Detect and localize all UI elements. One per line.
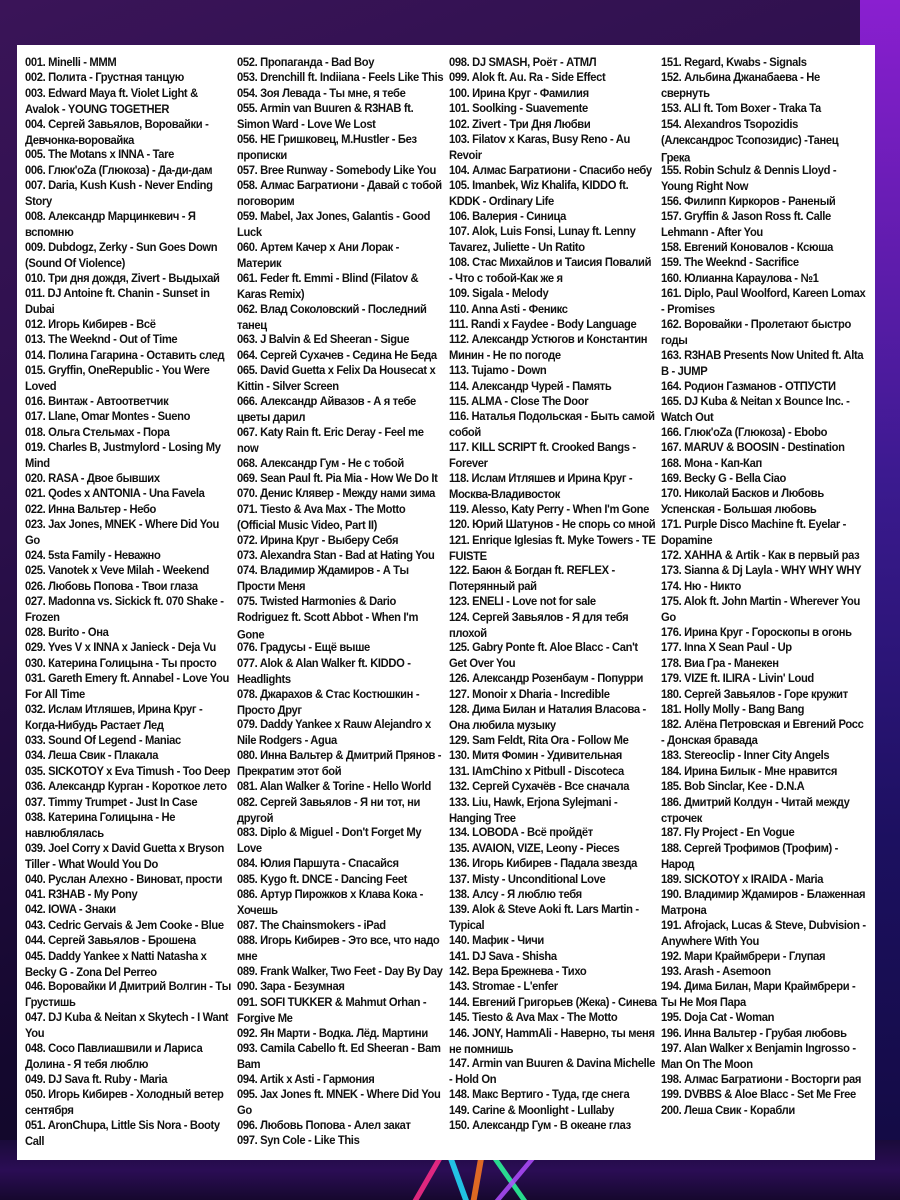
track-entry: 082. Сергей Завьялов - Я ни тот, ни другой [237, 795, 421, 826]
track-entry: 149. Carine & Moonlight - Lullaby [449, 1103, 614, 1117]
track-entry: 138. Алсу - Я люблю тебя [449, 888, 582, 901]
track-entry: 200. Леша Свик - Корабли [661, 1103, 795, 1117]
track-entry: 139. Alok & Steve Aoki ft. Lars Martin - Typical [449, 903, 639, 934]
track-entry: 126. Александр Розенбаум - Попурри [449, 672, 644, 686]
track-entry: 069. Sean Paul ft. Pia Mia - How We Do It [237, 472, 438, 486]
track-entry: 132. Сергей Сухачёв - Все сначала [449, 780, 630, 794]
track-entry: 113. Tujamo - Down [449, 364, 547, 378]
track-entry: 033. Sound Of Legend - Maniac [25, 733, 181, 747]
track-entry: 161. Diplo, Paul Woolford, Kareen Lomax - Promises [661, 287, 866, 317]
track-entry: 065. David Guetta x Felix Da Housecat x Kittin - Silver Screen [237, 364, 436, 394]
track-entry: 040. Руслан Алехно - Виноват, прости [25, 872, 223, 886]
track-entry: 180. Сергей Завьялов - Горе кружит [661, 687, 848, 701]
track-entry: 195. Doja Cat - Woman [661, 1011, 775, 1025]
track-entry: 051. AronChupa, Little Sis Nora - Booty Call [25, 1119, 220, 1149]
track-entry: 179. VIZE ft. ILIRA - Livin' Loud [661, 672, 814, 686]
track-entry: 071. Tiesto & Ava Max - The Motto (Official Music Video, Part II) [237, 502, 406, 533]
track-entry: 186. Дмитрий Колдун - Читай между строчек [661, 795, 850, 826]
track-entry: 007. Daria, Kush Kush - Never Ending Story [25, 179, 213, 209]
track-entry: 090. Зара - Безумная [237, 980, 345, 994]
track-entry: 152. Альбина Джанабаева - Не свернуть [661, 71, 820, 102]
track-entry: 147. Armin van Buuren & Davina Michelle - Hold On [449, 1057, 656, 1088]
track-entry: 097. Syn Cole - Like This [237, 1134, 360, 1148]
track-entry: 120. Юрий Шатунов - Не спорь со мной [449, 518, 656, 532]
track-entry: 003. Edward Maya ft. Violet Light & Avalok - YOUNG TOGETHER [25, 86, 198, 117]
track-entry: 130. Митя Фомин - Удивительная [449, 749, 622, 763]
track-entry: 017. Llane, Omar Montes - Sueno [25, 410, 191, 424]
track-entry: 108. Стас Михайлов и Таисия Повалий - Что с тобой-Как же я [449, 256, 652, 286]
track-entry: 127. Monoir x Dharia - Incredible [449, 687, 610, 701]
tracklist-sheet [17, 45, 875, 1160]
track-entry: 092. Ян Марти - Водка. Лёд. Мартини [237, 1026, 428, 1040]
track-entry: 016. Винтаж - Автоответчик [25, 395, 169, 408]
track-entry: 119. Alesso, Katy Perry - When I'm Gone [449, 502, 649, 516]
track-entry: 151. Regard, Kwabs - Signals [661, 56, 807, 70]
track-entry: 061. Feder ft. Emmi - Blind (Filatov & Karas Remix) [237, 271, 419, 302]
track-entry: 067. Katy Rain ft. Eric Deray - Feel me now [237, 425, 424, 456]
track-entry: 128. Дима Билан и Наталия Власова - Она любила музыку [449, 703, 646, 733]
track-entry: 121. Enrique Iglesias ft. Myke Towers - TE FUISTE [449, 533, 656, 564]
track-entry: 168. Мона - Кап-Кап [661, 456, 762, 470]
track-entry: 176. Ирина Круг - Гороскопы в огонь [661, 626, 852, 640]
track-entry: 008. Александр Марцинкевич - Я вспомню [25, 210, 196, 240]
track-entry: 018. Ольга Стельмах - Пора [25, 425, 170, 439]
track-entry: 160. Юлианна Караулова - №1 [661, 271, 819, 285]
track-entry: 084. Юлия Паршута - Спасайся [237, 857, 399, 871]
track-entry: 112. Александр Устюгов и Константин Минин - Не по погоде [449, 333, 648, 363]
track-entry: 043. Cedric Gervais & Jem Cooke - Blue [25, 918, 224, 932]
track-entry: 064. Сергей Сухачев - Седина Не Беда [237, 348, 437, 362]
track-entry: 191. Afrojack, Lucas & Steve, Dubvision - Anywhere With You [661, 918, 866, 949]
track-entry: 009. Dubdogz, Zerky - Sun Goes Down (Sound Of Violence) [25, 240, 218, 271]
track-entry: 148. Макс Вертиго - Туда, где снега [449, 1088, 630, 1102]
track-entry: 172. ХАННА & Artik - Как в первый раз [661, 549, 860, 563]
track-entry: 027. Madonna vs. Sickick ft. 070 Shake - Frozen [25, 595, 224, 625]
track-entry: 076. Градусы - Ещё выше [237, 641, 370, 655]
track-entry: 163. R3HAB Presents Now United ft. Alta B - JUMP [661, 348, 864, 379]
track-entry: 066. Александр Айвазов - А я тебе цветы дарил [237, 395, 416, 425]
track-entry: 032. Ислам Итляшев, Ирина Круг - Когда-Нибудь Растает Лед [25, 703, 203, 733]
track-entry: 115. ALMA - Close The Door [449, 395, 589, 408]
track-entry: 004. Сергей Завьялов, Воровайки - Девчонка-воровайка [25, 117, 209, 148]
track-entry: 184. Ирина Билык - Мне нравится [661, 764, 838, 778]
track-entry: 106. Валерия - Синица [449, 210, 567, 224]
track-entry: 036. Александр Курган - Короткое лето [25, 780, 227, 794]
track-entry: 182. Алёна Петровская и Евгений Росс - Донская бравада [661, 718, 864, 749]
track-entry: 131. IAmChino x Pitbull - Discoteca [449, 764, 624, 778]
track-entry: 116. Наталья Подольская - Быть самой собой [449, 410, 655, 441]
track-entry: 099. Alok ft. Au. Ra - Side Effect [449, 71, 606, 85]
track-entry: 110. Anna Asti - Феникс [449, 302, 568, 316]
track-entry: 057. Bree Runway - Somebody Like You [237, 163, 436, 177]
track-entry: 173. Sianna & Dj Layla - WHY WHY WHY [661, 564, 862, 578]
track-entry: 145. Tiesto & Ava Max - The Motto [449, 1011, 618, 1025]
track-entry: 087. The Chainsmokers - iPad [237, 918, 386, 932]
track-entry: 060. Артем Качер x Ани Лорак - Материк [237, 240, 399, 271]
track-entry: 025. Vanotek x Veve Milah - Weekend [25, 564, 210, 578]
track-entry: 056. НЕ Гришковец, M.Hustler - Без прописки [237, 133, 417, 163]
track-entry: 111. Randi x Faydee - Body Language [449, 317, 637, 331]
track-entry: 046. Воровайки И Дмитрий Волгин - Ты Грустишь [25, 980, 231, 1011]
tracklist-column-2 [237, 55, 449, 1160]
track-entry: 187. Fly Project - En Vogue [661, 826, 795, 840]
track-entry: 105. Imanbek, Wiz Khalifa, KIDDO ft. KDDK - Ordinary Life [449, 179, 629, 209]
track-entry: 042. IOWA - Знаки [25, 903, 116, 917]
track-entry: 020. RASA - Двое бывших [25, 472, 160, 486]
track-entry: 181. Holly Molly - Bang Bang [661, 703, 805, 717]
track-entry: 072. Ирина Круг - Выберу Себя [237, 533, 399, 547]
track-entry: 091. SOFI TUKKER & Mahmut Orhan - Forgive Me [237, 995, 427, 1026]
track-entry: 075. Twisted Harmonies & Dario Rodriguez ft. Scott Abbot - When I'm Gone [237, 595, 419, 642]
track-entry: 129. Sam Feldt, Rita Ora - Follow Me [449, 733, 629, 747]
track-entry: 077. Alok & Alan Walker ft. KIDDO - Headlights [237, 656, 411, 687]
track-entry: 117. KILL SCRIPT ft. Crooked Bangs - Forever [449, 441, 636, 471]
track-entry: 170. Николай Басков и Любовь Успенская - Большая любовь [661, 487, 824, 518]
track-entry: 142. Вера Брежнева - Тихо [449, 965, 587, 979]
track-entry: 190. Владимир Ждамиров - Блаженная Матрона [661, 888, 866, 918]
track-entry: 086. Артур Пирожков x Клава Кока - Хочешь [237, 888, 424, 918]
track-entry: 053. Drenchill ft. Indiiana - Feels Like This [237, 71, 444, 85]
track-entry: 098. DJ SMASH, Poёт - АТМЛ [449, 56, 597, 70]
track-entry: 005. The Motans x INNA - Tare [25, 148, 174, 162]
track-entry: 034. Леша Свик - Плакала [25, 749, 159, 763]
track-entry: 122. Баюн & Богдан ft. REFLEX - Потерянный рай [449, 564, 615, 595]
track-entry: 140. Мафик - Чичи [449, 934, 544, 948]
track-entry: 080. Инна Вальтер & Дмитрий Прянов - Прекратим этот бой [237, 749, 442, 779]
track-entry: 073. Alexandra Stan - Bad at Hating You [237, 549, 435, 563]
track-entry: 101. Soolking - Suavemente [449, 102, 588, 116]
track-entry: 054. Зоя Левада - Ты мне, я тебе [237, 86, 406, 100]
track-entry: 136. Игорь Кибирев - Падала звезда [449, 857, 637, 871]
track-entry: 144. Евгений Григорьев (Жека) - Синева [449, 995, 657, 1009]
track-entry: 171. Purple Disco Machine ft. Eyelar - Dopamine [661, 518, 847, 548]
track-entry: 157. Gryffin & Jason Ross ft. Calle Lehmann - After You [661, 210, 831, 240]
track-entry: 137. Misty - Unconditional Love [449, 872, 606, 886]
track-entry: 038. Катерина Голицына - Не навлюблялась [25, 810, 176, 841]
track-entry: 024. 5sta Family - Неважно [25, 549, 161, 563]
track-entry: 177. Inna X Sean Paul - Up [661, 641, 792, 655]
track-entry: 192. Мари Краймбрери - Глупая [661, 949, 826, 963]
track-entry: 133. Liu, Hawk, Erjona Sylejmani - Hanging Tree [449, 795, 618, 826]
track-entry: 185. Bob Sinclar, Kee - D.N.A [661, 780, 805, 794]
track-entry: 023. Jax Jones, MNEK - Where Did You Go [25, 518, 220, 548]
track-entry: 146. JONY, HammAli - Наверно, ты меня не помнишь [449, 1026, 655, 1057]
track-entry: 062. Влад Соколовский - Последний танец [237, 302, 427, 333]
track-entry: 015. Gryffin, OneRepublic - You Were Loved [25, 364, 210, 394]
track-entry: 096. Любовь Попова - Алел закат [237, 1119, 411, 1133]
track-entry: 156. Филипп Киркоров - Раненый [661, 194, 836, 208]
track-entry: 055. Armin van Buuren & R3HAB ft. Simon Ward - Love We Lost [237, 102, 414, 132]
track-entry: 094. Artik x Asti - Гармония [237, 1072, 375, 1086]
tracklist-column-1 [25, 55, 237, 1160]
track-entry: 100. Ирина Круг - Фамилия [449, 86, 589, 100]
track-entry: 013. The Weeknd - Out of Time [25, 333, 178, 347]
track-entry: 143. Stromae - L'enfer [449, 980, 558, 994]
track-entry: 197. Alan Walker x Benjamin Ingrosso - Man On The Moon [661, 1042, 856, 1072]
track-entry: 178. Виа Гра - Манекен [661, 656, 779, 670]
track-entry: 047. DJ Kuba & Neitan x Skytech - I Want You [25, 1011, 229, 1041]
track-entry: 070. Денис Клявер - Между нами зима [237, 487, 436, 501]
track-entry: 107. Alok, Luis Fonsi, Lunay ft. Lenny Tavarez, Juliette - Un Ratito [449, 225, 636, 256]
track-entry: 118. Ислам Итляшев и Ирина Круг - Москва-Владивосток [449, 472, 633, 502]
track-entry: 049. DJ Sava ft. Ruby - Maria [25, 1072, 168, 1086]
track-entry: 063. J Balvin & Ed Sheeran - Sigue [237, 333, 410, 347]
track-entry: 012. Игорь Кибирев - Всё [25, 317, 156, 331]
track-entry: 159. The Weeknd - Sacrifice [661, 256, 799, 270]
track-entry: 167. MARUV & BOOSIN - Destination [661, 441, 845, 455]
track-entry: 193. Arash - Asemoon [661, 965, 771, 979]
track-entry: 014. Полина Гагарина - Оставить след [25, 348, 225, 362]
track-entry: 125. Gabry Ponte ft. Aloe Blacc - Can't Get Over You [449, 641, 638, 672]
track-entry: 174. Ню - Никто [661, 579, 741, 593]
track-entry: 006. Глюк'oZa (Глюкоза) - Да-ди-дам [25, 163, 213, 177]
track-entry: 141. DJ Sava - Shisha [449, 949, 557, 963]
track-entry: 019. Charles B, Justmylord - Losing My Mind [25, 441, 221, 471]
track-entry: 188. Сергей Трофимов (Трофим) - Народ [661, 841, 839, 872]
track-entry: 123. ENELI - Love not for sale [449, 595, 596, 609]
track-entry: 031. Gareth Emery ft. Annabel - Love You For All Time [25, 672, 230, 702]
track-entry: 196. Инна Вальтер - Грубая любовь [661, 1026, 847, 1040]
track-entry: 001. Minelli - MMM [25, 56, 117, 70]
track-entry: 085. Kygo ft. DNCE - Dancing Feet [237, 872, 407, 886]
track-entry: 114. Александр Чурей - Память [449, 379, 612, 393]
track-entry: 103. Filatov x Karas, Busy Reno - Au Revoir [449, 133, 630, 163]
track-entry: 041. R3HAB - My Pony [25, 888, 138, 901]
track-entry: 155. Robin Schulz & Dennis Lloyd - Young Right Now [661, 163, 837, 194]
track-entry: 088. Игорь Кибирев - Это все, что надо мне [237, 934, 440, 964]
track-entry: 035. SICKOTOY x Eva Timush - Too Deep [25, 764, 231, 778]
track-entry: 081. Alan Walker & Torine - Hello World [237, 780, 431, 794]
track-entry: 079. Daddy Yankee x Rauw Alejandro x Nile Rodgers - Agua [237, 718, 431, 749]
track-entry: 109. Sigala - Melody [449, 287, 549, 301]
tracklist-column-4 [661, 55, 873, 1160]
track-entry: 194. Дима Билан, Мари Краймбрери - Ты Не Моя Пара [661, 980, 856, 1011]
track-entry: 029. Yves V x INNA x Janieck - Deja Vu [25, 641, 216, 655]
track-entry: 059. Mabel, Jax Jones, Galantis - Good Luck [237, 210, 431, 240]
track-entry: 037. Timmy Trumpet - Just In Case [25, 795, 198, 809]
track-entry: 021. Qodes x ANTONIA - Una Favela [25, 487, 205, 501]
track-entry: 104. Алмас Багратиони - Спасибо небу [449, 163, 652, 177]
track-entry: 026. Любовь Попова - Твои глаза [25, 579, 198, 593]
track-entry: 150. Александр Гум - В океане глаз [449, 1119, 631, 1133]
track-entry: 089. Frank Walker, Two Feet - Day By Day [237, 965, 443, 979]
track-entry: 134. LOBODA - Всё пройдёт [449, 826, 593, 840]
track-entry: 199. DVBBS & Aloe Blacc - Set Me Free [661, 1088, 856, 1102]
track-entry: 162. Воровайки - Пролетают быстро годы [661, 317, 852, 348]
track-entry: 011. DJ Antoine ft. Chanin - Sunset in Dubai [25, 287, 210, 317]
track-entry: 050. Игорь Кибирев - Холодный ветер сентября [25, 1088, 224, 1118]
track-entry: 068. Александр Гум - Не с тобой [237, 456, 404, 470]
track-entry: 154. Alexandros Tsopozidis (Александрос Тсопозидис) -Танец Грека [661, 117, 839, 164]
track-entry: 052. Пропаганда - Bad Boy [237, 56, 375, 70]
track-entry: 169. Becky G - Bella Ciao [661, 472, 786, 486]
track-entry: 158. Евгений Коновалов - Ксюша [661, 240, 834, 254]
track-entry: 044. Сергей Завьялов - Брошена [25, 934, 196, 948]
track-entry: 135. AVAION, VIZE, Leony - Pieces [449, 841, 620, 855]
track-entry: 175. Alok ft. John Martin - Wherever You Go [661, 595, 861, 625]
track-entry: 164. Родион Газманов - ОТПУСТИ [661, 379, 836, 393]
track-entry: 166. Глюк'oZa (Глюкоза) - Ebobo [661, 425, 828, 439]
track-entry: 074. Владимир Ждамиров - А Ты Прости Меня [237, 564, 409, 595]
track-entry: 153. ALI ft. Tom Boxer - Traka Ta [661, 102, 821, 116]
track-entry: 030. Катерина Голицына - Ты просто [25, 656, 217, 670]
track-entry: 022. Инна Вальтер - Небо [25, 502, 157, 516]
track-entry: 028. Burito - Она [25, 626, 109, 640]
track-entry: 048. Сосо Павлиашвили и Лариса Долина - Я тебя люблю [25, 1042, 203, 1072]
track-entry: 083. Diplo & Miguel - Don't Forget My Love [237, 826, 422, 856]
track-entry: 093. Camila Cabello ft. Ed Sheeran - Bam Bam [237, 1042, 441, 1072]
track-entry: 124. Сергей Завьялов - Я для тебя плохой [449, 610, 629, 641]
track-entry: 002. Полита - Грустная танцую [25, 71, 184, 85]
track-entry: 198. Алмас Багратиони - Восторги рая [661, 1072, 862, 1086]
track-entry: 010. Три дня дождя, Zivert - Выдыхай [25, 271, 220, 285]
track-entry: 189. SICKOTOY x IRAIDA - Maria [661, 872, 824, 886]
track-entry: 045. Daddy Yankee x Natti Natasha x Becky G - Zona Del Perreo [25, 949, 207, 980]
track-entry: 165. DJ Kuba & Neitan x Bounce Inc. - Watch Out [661, 395, 850, 425]
track-entry: 102. Zivert - Три Дня Любви [449, 117, 591, 131]
track-entry: 039. Joel Corry x David Guetta x Bryson Tiller - What Would You Do [25, 841, 224, 872]
track-entry: 058. Алмас Багратиони - Давай с тобой поговорим [237, 179, 442, 209]
track-entry: 183. Stereoclip - Inner City Angels [661, 749, 830, 763]
tracklist-column-3 [449, 55, 661, 1160]
track-entry: 078. Джарахов & Стас Костюшкин - Просто Друг [237, 687, 420, 718]
track-entry: 095. Jax Jones ft. MNEK - Where Did You Go [237, 1088, 441, 1118]
